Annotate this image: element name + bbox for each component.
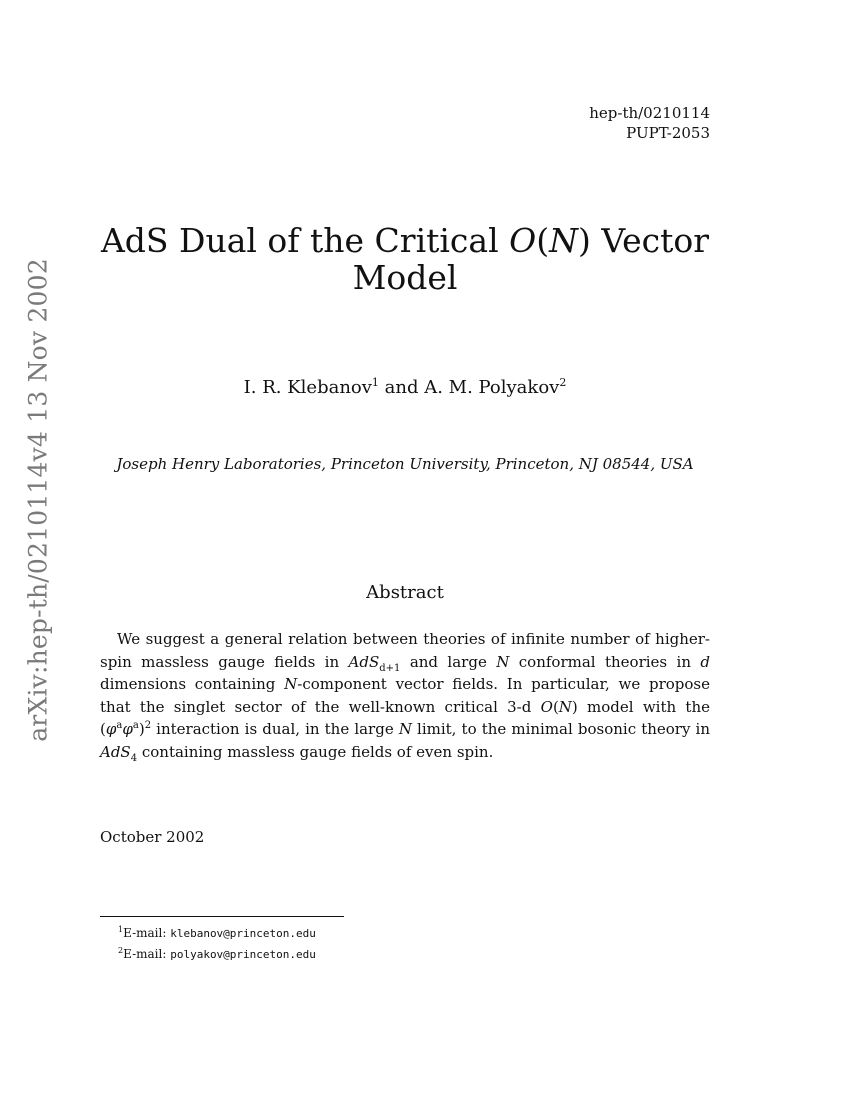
- author-name: A. M. Polyakov: [424, 377, 560, 398]
- footnote-rule: [100, 916, 344, 917]
- footnote-mark: 2: [559, 376, 567, 389]
- math: N: [284, 675, 298, 693]
- footnotes: [118, 921, 316, 963]
- math: AdS: [348, 652, 380, 671]
- math: N: [496, 652, 510, 671]
- affiliation: Joseph Henry Laboratories, Princeton University, Princeton, NJ 08544, USA: [116, 455, 694, 473]
- email-address: klebanov@princeton.edu: [170, 927, 316, 940]
- abstract-text: model with the (: [100, 697, 710, 738]
- math-sup: 2: [144, 720, 152, 731]
- math: AdS: [100, 742, 131, 761]
- footnote: [118, 921, 316, 942]
- math-sup: a: [132, 720, 139, 731]
- email-address: polyakov@princeton.edu: [170, 948, 316, 961]
- math: φ: [105, 720, 117, 738]
- abstract-text: limit, to the minimal bosonic theory in: [411, 720, 711, 738]
- author-list: [100, 376, 710, 398]
- math-sub: 4: [130, 752, 138, 764]
- math: ): [571, 697, 578, 716]
- publication-date: October 2002: [100, 828, 205, 846]
- author-name: I. R. Klebanov: [243, 377, 372, 398]
- math: (: [552, 697, 559, 716]
- footnote-label: E-mail:: [123, 947, 171, 961]
- abstract-text: -component vector fields. In particular, we propose that the singlet sector of the well-known critical 3-d: [100, 675, 710, 716]
- report-number-arxiv: hep-th/0210114: [589, 104, 710, 122]
- title-math-o: O: [509, 221, 537, 260]
- math-sub: d+1: [379, 662, 401, 674]
- report-number-pupt: PUPT-2053: [626, 124, 710, 142]
- abstract-text: conformal theories in: [509, 652, 701, 671]
- title-math-n: N: [549, 221, 578, 260]
- math: N: [558, 697, 572, 716]
- abstract-text: We suggest a general relation between theories of infinite number of higher-spin massless gauge fields in: [100, 630, 710, 671]
- abstract-text: dimensions containing: [100, 675, 285, 693]
- abstract-text: and large: [400, 652, 497, 671]
- math: O: [540, 697, 553, 716]
- abstract-heading: Abstract: [366, 582, 444, 603]
- title-text: Vector Model: [352, 221, 710, 297]
- paper-title: [100, 222, 710, 296]
- footnote-label: E-mail:: [123, 926, 171, 940]
- title-text: AdS Dual of the Critical: [100, 221, 510, 260]
- abstract-text: containing massless gauge fields of even spin.: [137, 742, 494, 761]
- math: N: [398, 720, 412, 738]
- author-connector: and: [378, 377, 425, 398]
- abstract-body: [100, 628, 710, 763]
- arxiv-side-identifier: arXiv:hep-th/0210114v4 13 Nov 2002: [23, 258, 53, 742]
- math: φ: [122, 720, 133, 738]
- title-paren: ): [577, 221, 591, 260]
- report-numbers: [589, 103, 710, 143]
- math-sup: a: [116, 720, 123, 731]
- title-paren: (: [536, 221, 550, 260]
- math: ): [138, 720, 145, 738]
- footnote-mark: 1: [118, 925, 124, 934]
- footnote-mark: 2: [118, 946, 124, 955]
- math: d: [700, 652, 710, 671]
- footnote: [118, 942, 316, 963]
- abstract-text: interaction is dual, in the large: [151, 720, 399, 738]
- footnote-mark: 1: [371, 376, 379, 389]
